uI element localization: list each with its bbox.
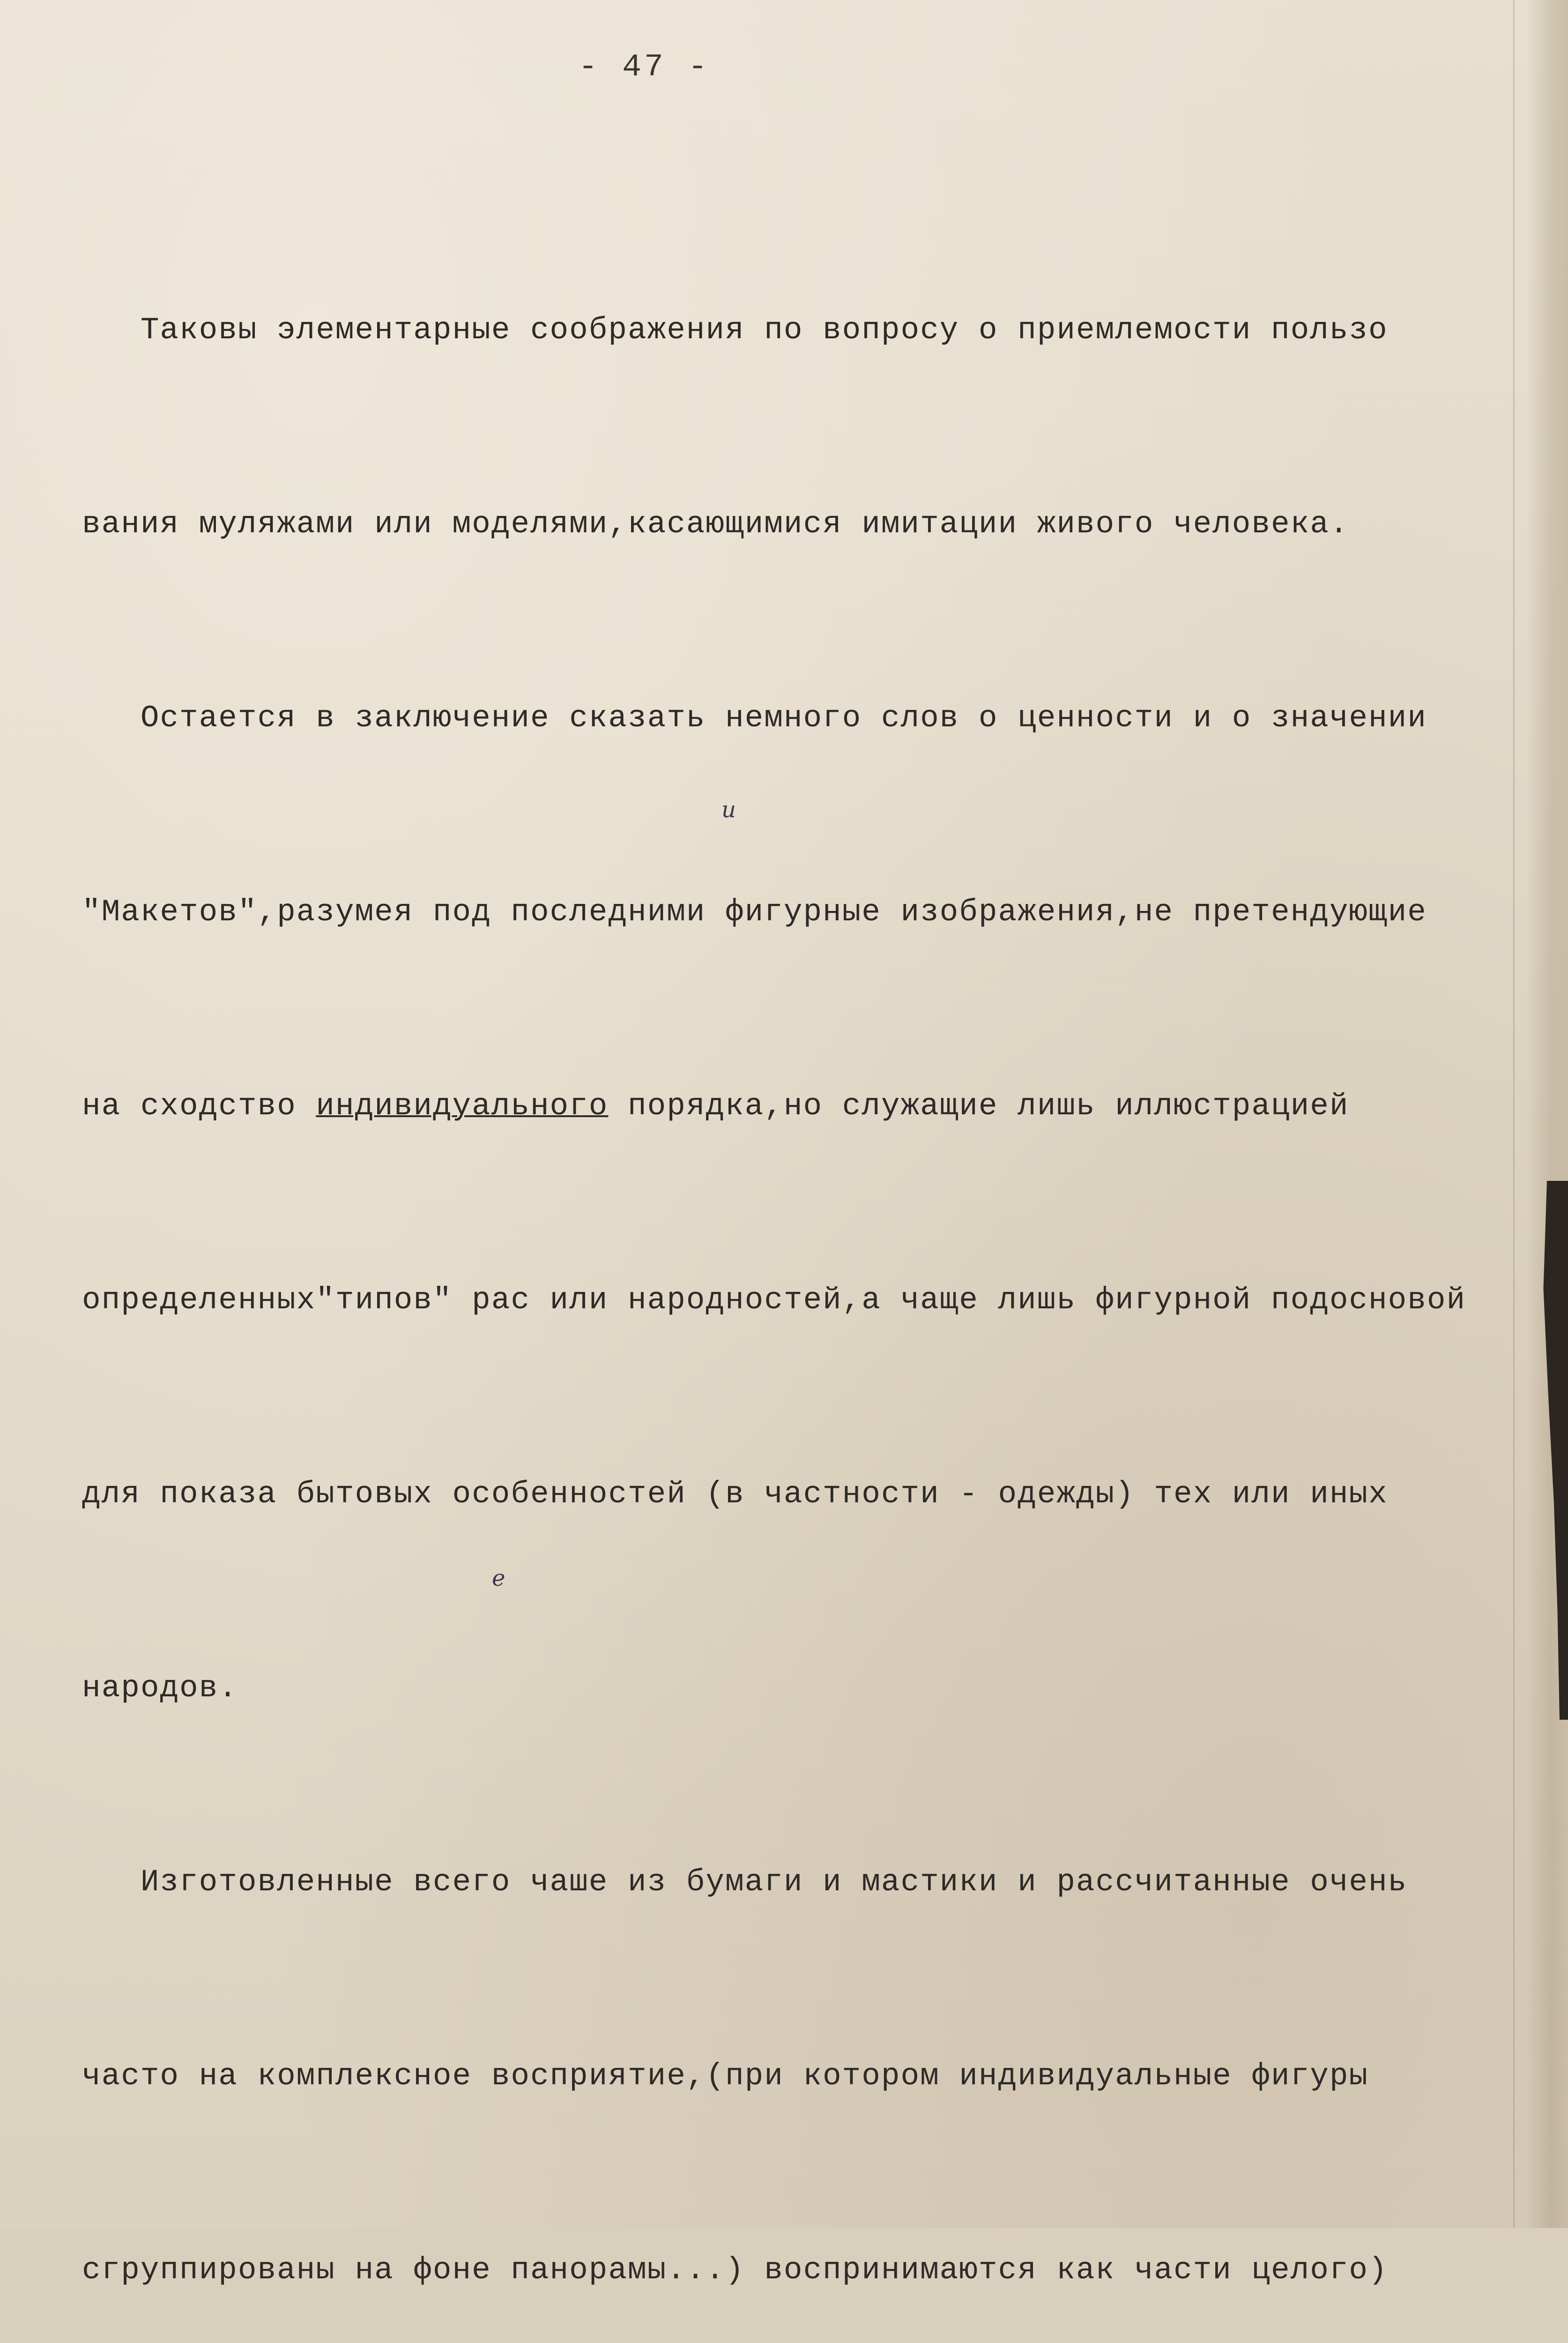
text-line: сгруппированы на фоне панорамы...) воспринимаются как части целого)	[82, 2253, 1388, 2288]
text-line: Таковы элементарные соображения по вопросу о приемлемости пользо	[82, 313, 1388, 348]
text-line: вания муляжами или моделями,касающимися имитации живого человека.	[82, 507, 1349, 542]
underlined-word: индивидуального	[316, 1089, 609, 1124]
text-line: "Макетов",разумея под последними фигурные изображения,не претендующие	[82, 895, 1427, 930]
text-line-with-underline	[82, 1074, 1506, 1139]
text-fragment: порядка,но служащие лишь иллюстрацией	[608, 1089, 1349, 1124]
page-number: - 47 -	[578, 49, 710, 85]
text-fragment: на сходство	[82, 1089, 316, 1124]
text-line: Изготовленные всего чаше из бумаги и мастики и рассчитанные очень	[82, 1865, 1408, 1900]
handwritten-correction: е	[492, 1565, 505, 1591]
text-line: народов.	[82, 1671, 238, 1706]
text-line: определенных"типов" рас или народностей,а чаще лишь фигурной подосновой	[82, 1283, 1466, 1318]
handwritten-correction: и	[721, 797, 736, 823]
page-edge-shadow	[1526, 0, 1568, 2228]
fold-line	[1513, 0, 1515, 2228]
text-line: Остается в заключение сказать немного слов о ценности и о значении	[82, 701, 1427, 736]
text-line: для показа бытовых особенностей (в частности - одежды) тех или иных	[82, 1477, 1388, 1512]
text-line: часто на комплексное восприятие,(при котором индивидуальные фигуры	[82, 2059, 1369, 2094]
body-text	[82, 169, 1506, 2343]
